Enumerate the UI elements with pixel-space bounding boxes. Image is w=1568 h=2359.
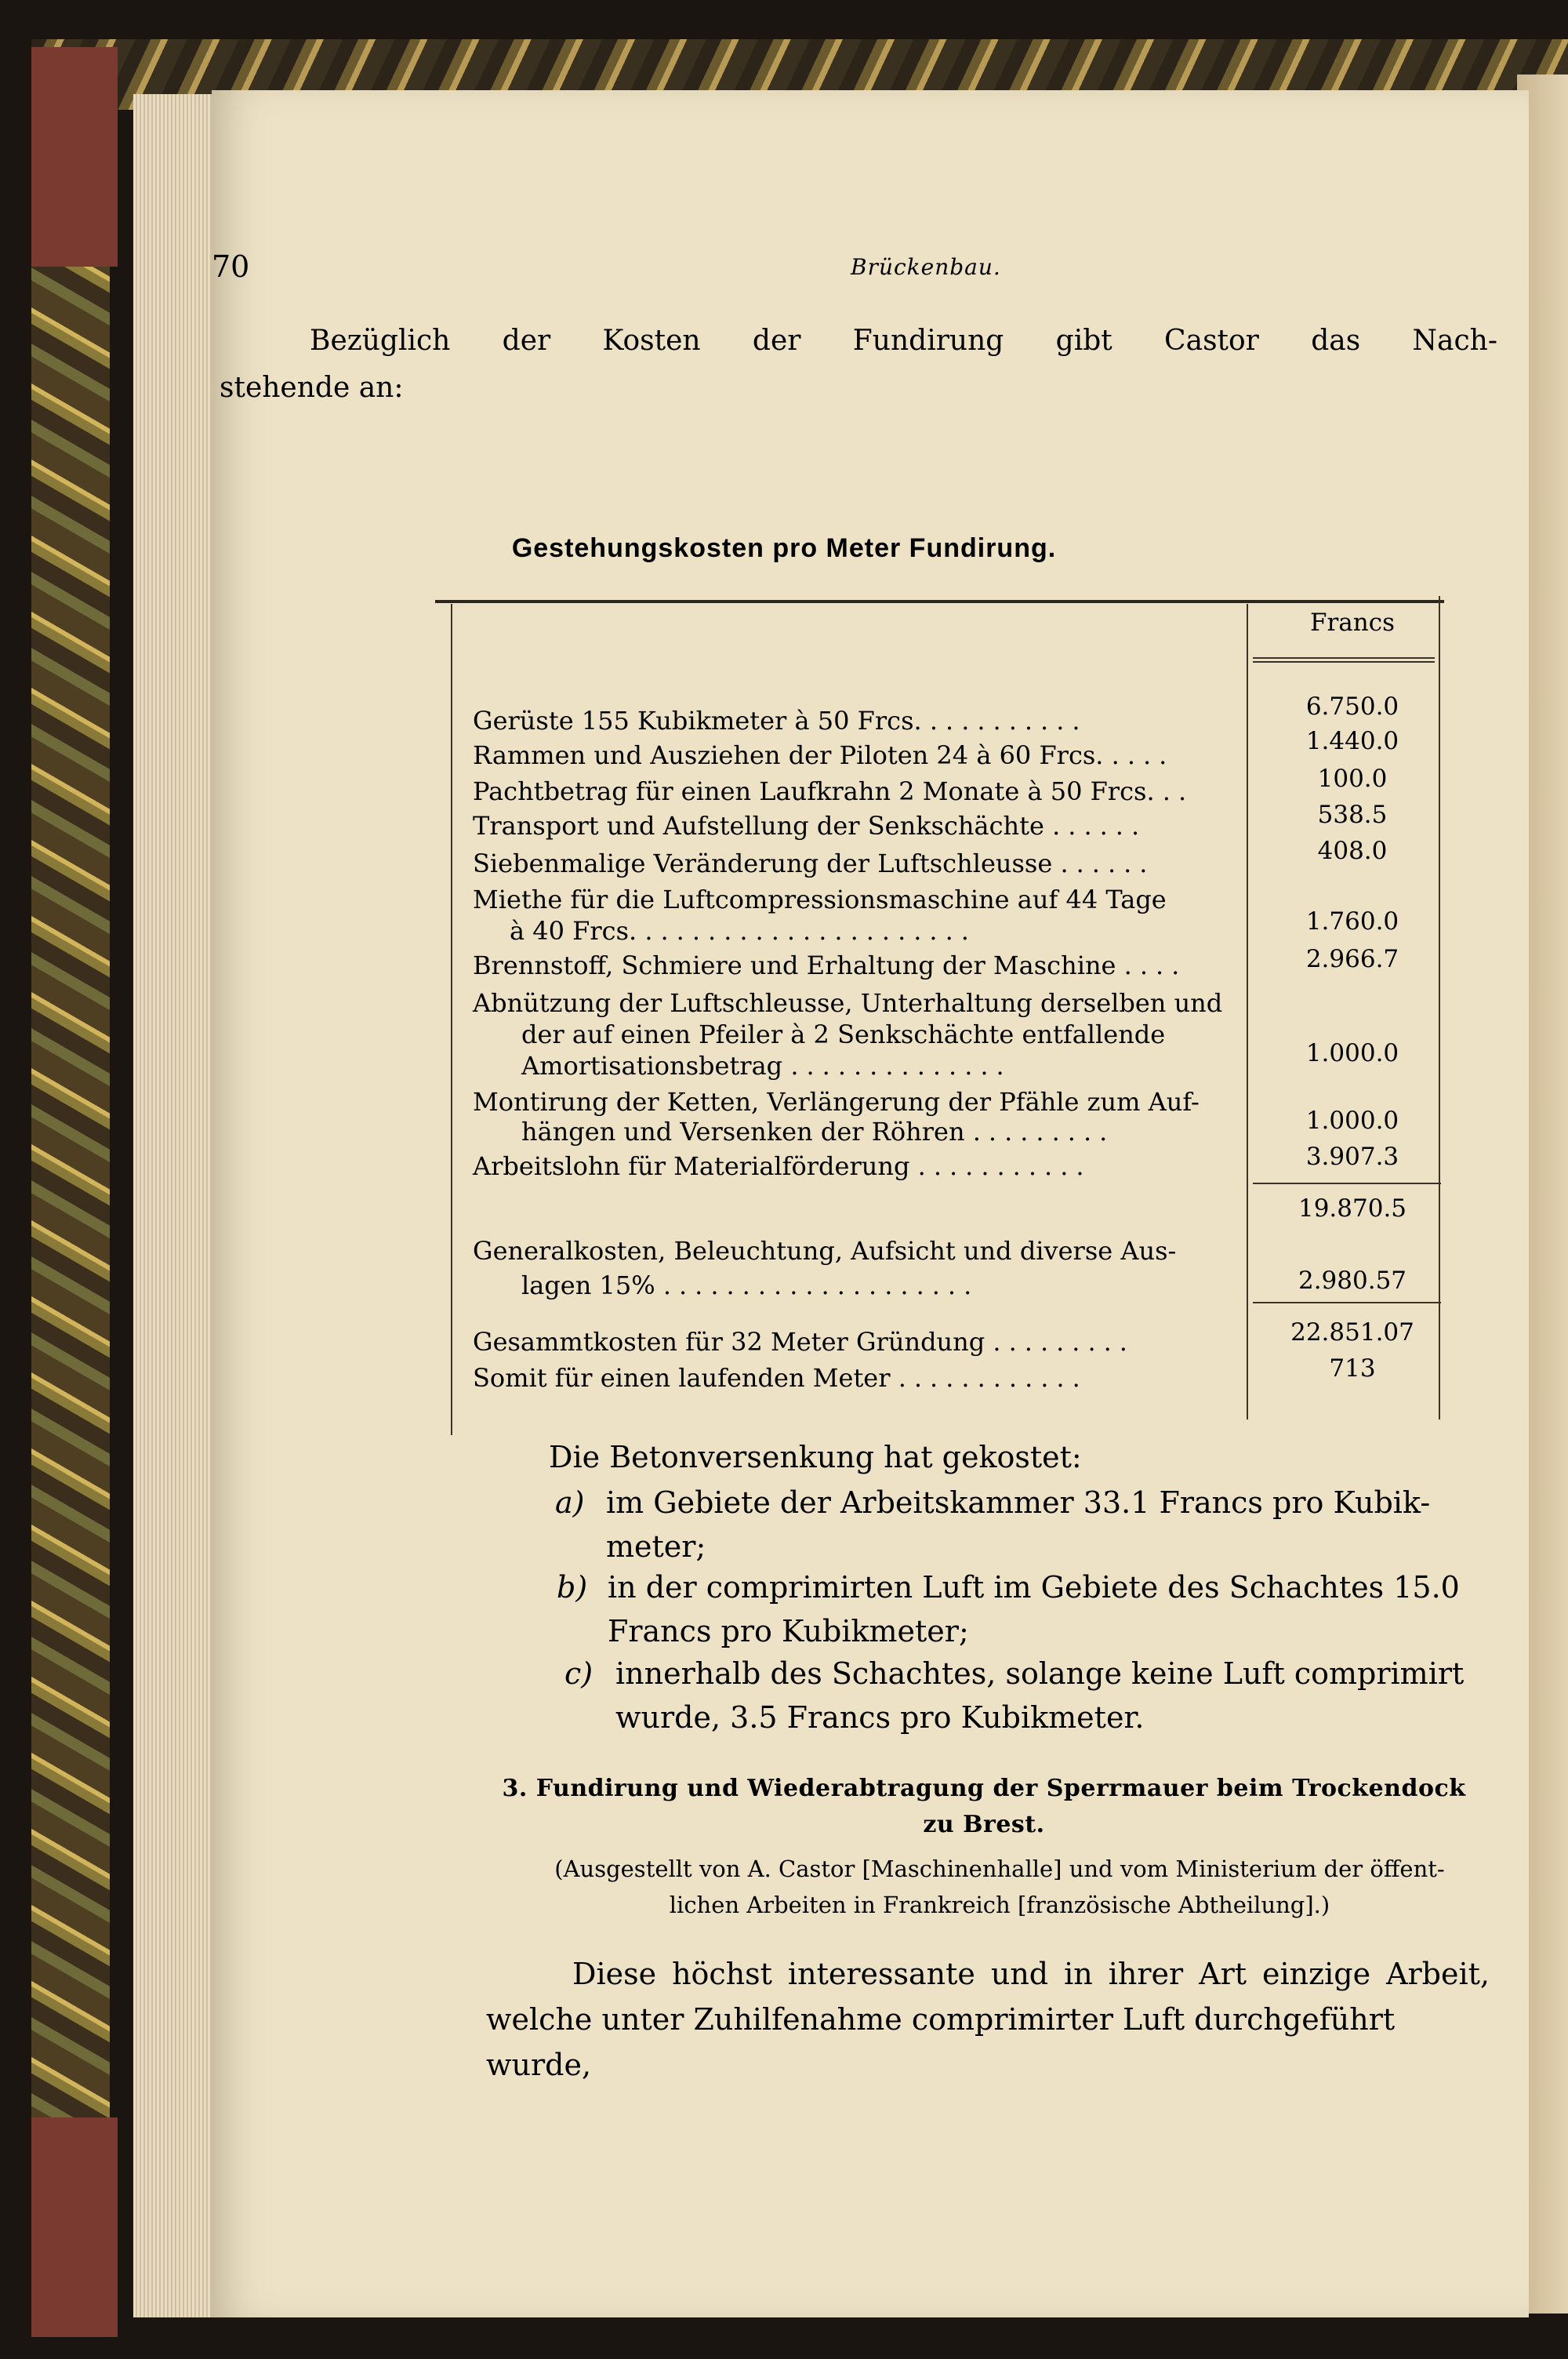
cost-amount: 538.5: [1317, 801, 1388, 829]
list-item: [557, 1565, 1497, 1653]
item-label: a): [555, 1485, 585, 1520]
list-item: [555, 1481, 1496, 1568]
total-row: Gesammtkosten für 32 Meter Gründung .........: [473, 1327, 1135, 1357]
cost-row-cont: Amortisationsbetrag ..............: [521, 1051, 1012, 1081]
cost-row: Siebenmalige Veränderung der Luftschleusse ......: [473, 849, 1156, 878]
cost-row-cont: hängen und Versenken der Röhren .........: [521, 1117, 1116, 1147]
book-cover-left: [31, 78, 110, 2321]
item-text: innerhalb des Schachtes, solange keine Luft comprimirt wurde, 3.5 Francs pro Kubikmeter.: [615, 1656, 1465, 1735]
per-meter-amount: 713: [1329, 1354, 1376, 1383]
closing-line: welche unter Zuhilfenahme comprimirter Luft durchgeführt wurde,: [486, 2002, 1396, 2082]
item-label: b): [557, 1570, 588, 1605]
cost-amount: 2.966.7: [1305, 945, 1399, 973]
cost-row: Brennstoff, Schmiere und Erhaltung der Maschine ....: [473, 951, 1188, 980]
section-title: 3. Fundirung und Wiederabtragung der Sperrmauer beim Trockendock zu Brest.: [502, 1775, 1466, 1838]
cost-row: Generalkosten, Beleuchtung, Aufsicht und diverse Aus-: [473, 1236, 1177, 1266]
cost-amount: 100.0: [1317, 765, 1388, 793]
cost-row: Pachtbetrag für einen Laufkrahn 2 Monate à 50 Frcs. ..: [473, 776, 1195, 806]
cost-amount: 408.0: [1317, 837, 1388, 865]
closing-paragraph: [486, 1951, 1490, 2088]
cost-row-cont: lagen 15% ....................: [521, 1270, 980, 1300]
cost-amount: 3.907.3: [1305, 1143, 1399, 1171]
cost-row: Montirung der Ketten, Verlängerung der Pfähle zum Auf-: [473, 1087, 1200, 1117]
item-label: c): [564, 1656, 593, 1691]
item-text: im Gebiete der Arbeitskammer 33.1 Francs pro Kubik- meter;: [606, 1485, 1431, 1564]
intro-line: Bezüglich der Kosten der Fundirung gibt Castor das Nach-: [310, 325, 1497, 357]
cost-amount: 1.440.0: [1305, 727, 1399, 755]
per-meter-row: Somit für einen laufenden Meter ............: [473, 1363, 1088, 1393]
table-title: Gestehungskosten pro Meter Fundirung.: [511, 533, 1057, 563]
cost-amount: 1.000.0: [1305, 1039, 1399, 1067]
concrete-intro: Die Betonversenkung hat gekostet:: [549, 1440, 1082, 1474]
running-head: Brückenbau.: [851, 254, 1001, 280]
cost-row-cont: à 40 Frcs. .....................: [510, 916, 977, 946]
intro-line: stehende an:: [220, 372, 404, 404]
cost-amount: 2.980.57: [1298, 1267, 1407, 1295]
table-top-rule: [435, 600, 1444, 603]
page-number: 70: [212, 249, 250, 284]
column-header-francs: Francs: [1309, 609, 1396, 637]
cost-row: Arbeitslohn für Materialförderung ...........: [473, 1151, 1092, 1181]
cost-row: Transport und Aufstellung der Senkschächte ......: [473, 811, 1148, 841]
intro-paragraph: [220, 318, 1497, 412]
book-spine-corner-bottom: [31, 2117, 118, 2337]
subtotal-amount: 19.870.5: [1298, 1194, 1407, 1223]
cost-amount: 1.760.0: [1305, 907, 1399, 936]
cost-row: Gerüste 155 Kubikmeter à 50 Frcs. ..........: [473, 706, 1088, 736]
cost-row: Miethe für die Luftcompressionsmaschine auf 44 Tage: [473, 885, 1167, 914]
cost-row: Rammen und Ausziehen der Piloten 24 à 60 Frcs. ....: [473, 740, 1175, 770]
list-item: [564, 1652, 1497, 1739]
cost-row: Abnützung der Luftschleusse, Unterhaltung derselben und: [473, 988, 1223, 1018]
item-text: in der comprimirten Luft im Gebiete des Schachtes 15.0 Francs pro Kubikmeter;: [608, 1570, 1460, 1648]
page-header: [212, 249, 1388, 296]
cost-amount: 1.000.0: [1305, 1107, 1399, 1135]
section-note: (Ausgestellt von A. Castor [Maschinenhalle] und vom Ministerium der öffent- lichen Arbeiten in Frankreich [französische Abtheilung].): [554, 1856, 1445, 1918]
total-amount: 22.851.07: [1290, 1318, 1414, 1347]
closing-line: Diese höchst interessante und in ihrer Art einzige Arbeit,: [572, 1957, 1490, 1991]
cost-row-cont: der auf einen Pfeiler à 2 Senkschächte entfallende: [521, 1020, 1166, 1049]
cost-amount: 6.750.0: [1305, 692, 1399, 721]
book-spine-corner-top: [31, 47, 118, 267]
